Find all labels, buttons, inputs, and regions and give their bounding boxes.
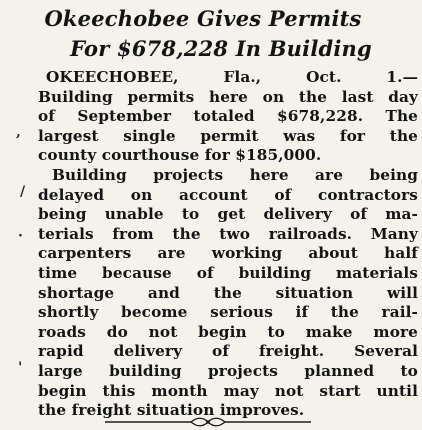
body-line-14: roads do not begin to make more	[38, 322, 418, 341]
body-line-16: large building projects planned to	[38, 361, 418, 380]
margin-dot-mark: ·	[18, 228, 23, 244]
body-line-4: largest single permit was for the	[38, 126, 418, 145]
body-line-9: terials from the two railroads. Many	[38, 224, 418, 243]
body-line-7: delayed on account of contractors	[38, 185, 418, 204]
body-line-1: OKEECHOBEE, Fla., Oct. 1.—	[46, 68, 418, 86]
margin-tick-mark: '	[18, 360, 23, 376]
margin-comma-mark: ,	[16, 124, 21, 140]
headline-line-1: Okeechobee Gives Permits	[44, 6, 362, 31]
body-line-12: shortage and the situation will	[38, 283, 418, 302]
headline-line-2: For $678,228 In Building	[70, 36, 372, 61]
body-line-17: begin this month may not start until	[38, 381, 418, 400]
body-line-8: being unable to get delivery of ma-	[38, 205, 418, 224]
body-line-15: rapid delivery of freight. Several	[38, 342, 418, 361]
body-line-10: carpenters are working about half	[38, 244, 418, 263]
article-body	[38, 68, 418, 421]
body-line-18: the freight situation improves.	[38, 401, 305, 420]
ornamental-divider	[105, 417, 311, 427]
body-line-11: time because of building materials	[38, 263, 418, 282]
body-line-5: county courthouse for $185,000.	[38, 146, 322, 165]
body-line-13: shortly become serious if the rail-	[38, 303, 418, 322]
body-line-3: of September totaled $678,228. The	[38, 107, 418, 126]
body-line-6: Building projects here are being	[52, 165, 418, 184]
body-line-2: Building permits here on the last day	[38, 87, 418, 106]
margin-slash-mark: /	[20, 184, 26, 200]
